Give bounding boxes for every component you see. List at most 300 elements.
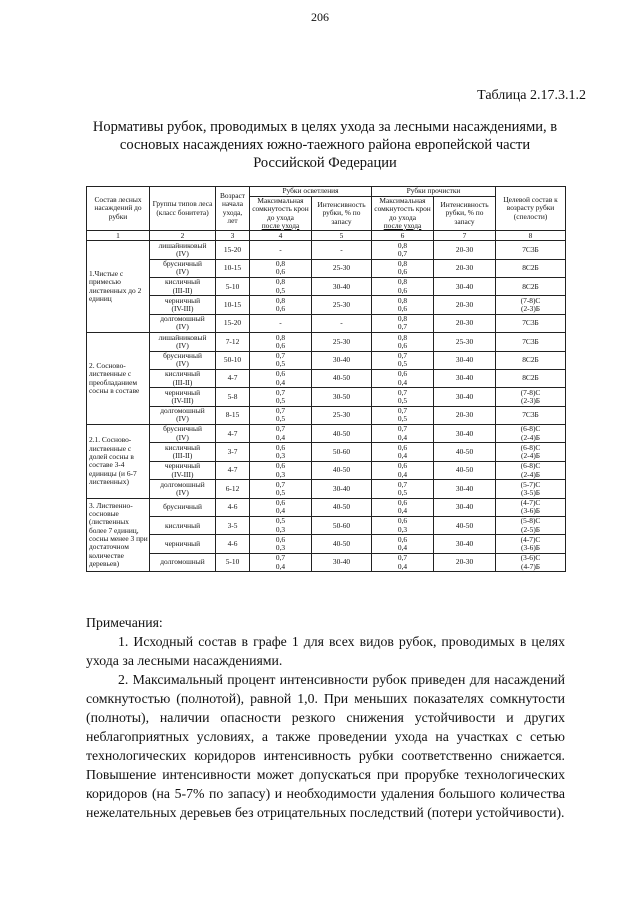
document-title: Нормативы рубок, проводимых в целях ухода за лесными насаждениями, в сосновых насаждениях южно-таежного района европейской части Российской Федерации (92, 119, 558, 171)
clearing-density-cell-line-2: 0,6 (275, 267, 286, 277)
forest-type-cell-line-1: долгомошный (160, 479, 205, 489)
clearing-density-cell-line-1: 0,8 (275, 332, 286, 342)
column-number: 7 (434, 231, 496, 241)
clearing-density-cell-line-2: 0,5 (275, 359, 286, 369)
thinning-intensity-cell: 20-30 (434, 259, 496, 277)
target-composition-cell-line-1: 7С3Б (522, 244, 539, 254)
thinning-density-cell (372, 443, 434, 461)
column-number: 5 (312, 231, 372, 241)
forest-type-cell (150, 535, 216, 553)
table-row (87, 517, 566, 535)
thinning-density-cell-line-2: 0,3 (397, 524, 408, 534)
forest-type-cell (150, 333, 216, 351)
header-clearing-intensity: Интенсивность рубки, % по запасу (312, 197, 372, 231)
header-thinning: Рубки прочистки (372, 187, 496, 197)
clearing-density-cell (250, 461, 312, 479)
forest-type-cell-line-2: (IV) (176, 340, 189, 350)
column-number: 4 (250, 231, 312, 241)
target-composition-cell-line-1: 8С2Б (522, 263, 539, 273)
table-label: Таблица 2.17.3.1.2 (477, 88, 586, 103)
norms-table-body (87, 241, 566, 572)
forest-type-cell-line-1: брусничный (163, 259, 202, 268)
column-number: 1 (87, 231, 150, 241)
thinning-density-cell-line-2: 0,4 (397, 469, 408, 479)
thinning-density-cell-line-1: 0,6 (397, 498, 408, 508)
target-composition-cell-line-2: (3-6)Б (521, 543, 541, 553)
target-composition-cell-line-1: 8С2Б (522, 355, 539, 365)
thinning-density-cell-line-2: 0,4 (397, 561, 408, 571)
thinning-density-cell-line-1: 0,7 (397, 351, 408, 360)
table-row (87, 425, 566, 443)
forest-type-cell (150, 314, 216, 332)
target-composition-cell (496, 553, 566, 571)
thinning-density-cell-line-1: 0,8 (397, 277, 408, 287)
forest-type-cell (150, 388, 216, 406)
clearing-density-cell-line-1: 0,6 (275, 534, 286, 544)
target-composition-cell-line-2: (2-4)Б (521, 469, 541, 479)
thinning-density-cell-line-1: 0,8 (397, 259, 408, 268)
target-composition-cell (496, 517, 566, 535)
clearing-density-cell-line-1: 0,7 (275, 553, 286, 563)
note-item: 1. Исходный состав в графе 1 для всех видов рубок, проводимых в целях ухода за лесными насаждениями. (86, 634, 565, 668)
clearing-density-cell (250, 259, 312, 277)
target-composition-cell-line-1: (3-6)С (520, 553, 541, 563)
forest-type-cell (150, 517, 216, 535)
norms-table (86, 186, 566, 572)
thinning-intensity-cell: 30-40 (434, 498, 496, 516)
thinning-density-cell (372, 517, 434, 535)
forest-type-cell-line-1: брусничный (163, 351, 202, 360)
target-composition-cell-line-1: (4-7)С (520, 498, 541, 508)
thinning-density-cell (372, 406, 434, 424)
forest-type-cell-line-1: кисличный (164, 277, 201, 287)
clearing-intensity-cell: 25-30 (312, 296, 372, 314)
column-numbers-row (87, 231, 566, 241)
clearing-density-cell-line-2: 0,4 (275, 506, 286, 516)
thinning-density-cell-line-1: 0,8 (397, 240, 408, 250)
table-row (87, 498, 566, 516)
forest-type-cell (150, 553, 216, 571)
column-number: 2 (150, 231, 216, 241)
target-composition-cell-line-2: (3-5)Б (521, 487, 541, 497)
table-row (87, 259, 566, 277)
forest-type-cell-line-1: черничный (164, 461, 201, 471)
note-item: 2. Максимальный процент интенсивности рубок приведен для насаждений сомкнутостью (полнотой), равной 1,0. При меньших показателях сомкнутости (полноты), наличии опасности резкого снижения устойчивости и других неблагоприятных условиях, а также проведении ухода на участках с сетью технологических коридоров интенсивность рубки соответственно снижается. Повышение интенсивности может допускаться при прорубке технологических коридоров (на 5-7% по запасу) и необходимости удаления большого количества нежелательных деревьев без отрицательных последствий (потери устойчивости). (86, 672, 565, 820)
thinning-density-cell-line-2: 0,5 (397, 414, 408, 424)
table-row (87, 241, 566, 259)
thinning-density-cell-line-1: 0,7 (397, 387, 408, 397)
target-composition-cell-line-2: (3-6)Б (521, 506, 541, 516)
target-composition-cell-line-1: (7-8)С (520, 387, 541, 397)
age-cell: 10-15 (216, 259, 250, 277)
thinning-intensity-cell: 40-50 (434, 443, 496, 461)
target-composition-cell-line-1: (5-7)С (520, 479, 541, 489)
clearing-density-cell-line-1: - (279, 318, 282, 328)
clearing-density-cell-line-1: 0,5 (275, 516, 286, 526)
clearing-intensity-cell: 40-50 (312, 461, 372, 479)
clearing-density-cell (250, 333, 312, 351)
clearing-intensity-cell: 40-50 (312, 425, 372, 443)
forest-type-cell (150, 498, 216, 516)
header-thinning-density: Максимальная сомкнутость крон до ухода после ухода (372, 197, 434, 231)
thinning-intensity-cell: 20-30 (434, 314, 496, 332)
forest-type-cell (150, 351, 216, 369)
group-name-cell: 1.Чистые с примесью лиственных до 2 единиц (87, 241, 150, 333)
header-target: Целевой состав к возрасту рубки (спелости) (496, 187, 566, 231)
forest-type-cell-line-2: (IV) (176, 414, 189, 424)
header-thinning-intensity: Интенсивность рубки, % по запасу (434, 197, 496, 231)
thinning-density-cell-line-2: 0,6 (397, 304, 408, 314)
forest-type-cell-line-2: (IV) (176, 322, 189, 332)
clearing-density-cell-line-1: 0,7 (275, 424, 286, 434)
thinning-intensity-cell: 20-30 (434, 406, 496, 424)
clearing-intensity-cell: 25-30 (312, 333, 372, 351)
forest-type-cell (150, 443, 216, 461)
thinning-density-cell-line-2: 0,7 (397, 322, 408, 332)
forest-type-cell (150, 461, 216, 479)
clearing-density-cell-line-2: 0,3 (275, 469, 286, 479)
thinning-density-cell-line-2: 0,6 (397, 285, 408, 295)
age-cell: 5-10 (216, 277, 250, 295)
clearing-density-cell-line-2: 0,4 (275, 561, 286, 571)
clearing-density-cell-line-2: 0,4 (275, 432, 286, 442)
forest-type-cell-line-1: черничный (164, 538, 201, 548)
target-composition-cell-line-1: (5-8)С (520, 516, 541, 526)
clearing-density-cell-line-2: 0,6 (275, 340, 286, 350)
target-composition-cell (496, 296, 566, 314)
table-row (87, 535, 566, 553)
column-number: 8 (496, 231, 566, 241)
thinning-intensity-cell: 30-40 (434, 535, 496, 553)
age-cell: 50-10 (216, 351, 250, 369)
table-row (87, 314, 566, 332)
forest-type-cell-line-2: (III-II) (172, 285, 193, 295)
thinning-density-cell-line-1: 0,6 (397, 369, 408, 379)
clearing-density-cell-line-2: 0,5 (275, 396, 286, 405)
thinning-density-cell (372, 241, 434, 259)
age-cell: 10-15 (216, 296, 250, 314)
clearing-density-cell-line-1: 0,6 (275, 461, 286, 471)
table-row (87, 351, 566, 369)
forest-type-cell-line-2: (IV) (176, 487, 189, 497)
thinning-density-cell-line-2: 0,4 (397, 543, 408, 553)
thinning-density-cell (372, 333, 434, 351)
target-composition-cell-line-2: (2-5)Б (521, 524, 541, 534)
clearing-density-cell (250, 443, 312, 461)
thinning-density-cell-line-1: 0,7 (397, 479, 408, 489)
forest-type-cell-line-1: лишайниковый (158, 240, 207, 250)
clearing-density-cell-line-2: 0,3 (275, 524, 286, 534)
forest-type-cell (150, 406, 216, 424)
age-cell: 7-12 (216, 333, 250, 351)
thinning-density-cell (372, 388, 434, 406)
clearing-intensity-cell: - (312, 314, 372, 332)
thinning-density-cell (372, 553, 434, 571)
forest-type-cell-line-2: (IV) (176, 432, 189, 442)
table-row (87, 277, 566, 295)
thinning-intensity-cell: 20-30 (434, 296, 496, 314)
clearing-density-cell-line-1: 0,7 (275, 406, 286, 416)
forest-type-cell (150, 425, 216, 443)
thinning-density-cell-line-1: 0,7 (397, 406, 408, 416)
thinning-density-cell (372, 425, 434, 443)
clearing-density-cell-line-2: 0,5 (275, 285, 286, 295)
clearing-density-cell (250, 296, 312, 314)
thinning-intensity-cell: 30-40 (434, 480, 496, 498)
age-cell: 4-6 (216, 535, 250, 553)
clearing-density-cell (250, 277, 312, 295)
thinning-intensity-cell: 30-40 (434, 425, 496, 443)
forest-type-cell-line-1: долгомошный (160, 406, 205, 416)
age-cell: 8-15 (216, 406, 250, 424)
clearing-intensity-cell: 40-50 (312, 535, 372, 553)
header-age: Возраст начала ухода, лет (216, 187, 250, 231)
clearing-density-cell (250, 498, 312, 516)
target-composition-cell-line-1: (4-7)С (520, 534, 541, 544)
clearing-density-cell-line-2: 0,5 (275, 487, 286, 497)
table-row (87, 406, 566, 424)
clearing-density-cell-line-1: 0,6 (275, 442, 286, 452)
target-composition-cell (496, 259, 566, 277)
thinning-density-cell (372, 369, 434, 387)
clearing-density-cell (250, 406, 312, 424)
forest-type-cell-line-2: (IV) (176, 267, 189, 277)
table-row (87, 369, 566, 387)
thinning-intensity-cell: 25-30 (434, 333, 496, 351)
thinning-density-cell-line-2: 0,4 (397, 432, 408, 442)
clearing-density-cell-line-1: 0,8 (275, 259, 286, 268)
age-cell: 3-7 (216, 443, 250, 461)
thinning-density-cell-line-2: 0,7 (397, 248, 408, 258)
thinning-intensity-cell: 30-40 (434, 369, 496, 387)
forest-type-cell (150, 277, 216, 295)
forest-type-cell-line-1: черничный (164, 295, 201, 305)
thinning-density-cell-line-2: 0,5 (397, 487, 408, 497)
clearing-density-cell-line-1: 0,8 (275, 277, 286, 287)
forest-type-cell (150, 296, 216, 314)
target-composition-cell (496, 461, 566, 479)
age-cell: 5-10 (216, 553, 250, 571)
clearing-intensity-cell: 25-30 (312, 406, 372, 424)
clearing-density-cell (250, 314, 312, 332)
table-row (87, 443, 566, 461)
forest-type-cell-line-2: (IV-III) (171, 469, 194, 479)
clearing-density-cell (250, 425, 312, 443)
target-composition-cell (496, 369, 566, 387)
clearing-density-cell-line-2: 0,6 (275, 304, 286, 314)
age-cell: 6-12 (216, 480, 250, 498)
target-composition-cell (496, 351, 566, 369)
page-number: 206 (311, 10, 329, 24)
forest-type-cell-line-2: (IV-III) (171, 396, 194, 405)
forest-type-cell-line-1: черничный (164, 387, 201, 397)
clearing-intensity-cell: 50-60 (312, 443, 372, 461)
clearing-density-cell-line-2: 0,3 (275, 451, 286, 461)
notes-heading: Примечания: (86, 615, 163, 630)
thinning-density-cell (372, 535, 434, 553)
target-composition-cell (496, 425, 566, 443)
thinning-density-cell (372, 480, 434, 498)
forest-type-cell (150, 241, 216, 259)
forest-type-cell-line-1: кисличный (164, 520, 201, 530)
forest-type-cell-line-1: долгомошный (160, 314, 205, 324)
forest-type-cell-line-1: долгомошный (160, 557, 205, 567)
thinning-intensity-cell: 20-30 (434, 241, 496, 259)
target-composition-cell (496, 388, 566, 406)
forest-type-cell-line-2: (IV) (176, 359, 189, 369)
age-cell: 4-7 (216, 425, 250, 443)
clearing-intensity-cell: 50-60 (312, 517, 372, 535)
thinning-density-cell-line-1: 0,6 (397, 534, 408, 544)
header-forest-type: Группы типов леса (класс бонитета) (150, 187, 216, 231)
header-clearing-density: Максимальная сомкнутость крон до ухода после ухода (250, 197, 312, 231)
clearing-density-cell-line-1: 0,7 (275, 351, 286, 360)
thinning-density-cell-line-1: 0,8 (397, 295, 408, 305)
header-composition: Состав лесных насаждений до рубки (87, 187, 150, 231)
thinning-density-cell-line-2: 0,5 (397, 396, 408, 405)
thinning-density-cell (372, 461, 434, 479)
clearing-density-cell-line-1: 0,6 (275, 369, 286, 379)
clearing-density-cell (250, 388, 312, 406)
clearing-density-cell-line-2: 0,4 (275, 377, 286, 387)
age-cell: 15-20 (216, 241, 250, 259)
thinning-density-cell-line-2: 0,4 (397, 377, 408, 387)
target-composition-cell (496, 535, 566, 553)
clearing-density-cell (250, 351, 312, 369)
forest-type-cell-line-1: брусничный (163, 502, 202, 512)
thinning-intensity-cell: 40-50 (434, 461, 496, 479)
thinning-density-cell (372, 351, 434, 369)
table-row (87, 480, 566, 498)
forest-type-cell (150, 369, 216, 387)
clearing-intensity-cell: 25-30 (312, 259, 372, 277)
target-composition-cell-line-1: 8С2Б (522, 281, 539, 291)
forest-type-cell-line-1: брусничный (163, 424, 202, 434)
forest-type-cell (150, 480, 216, 498)
target-composition-cell (496, 241, 566, 259)
forest-type-cell-line-2: (III-II) (172, 377, 193, 387)
forest-type-cell-line-2: (III-II) (172, 451, 193, 461)
thinning-density-cell-line-1: 0,6 (397, 442, 408, 452)
thinning-density-cell-line-2: 0,4 (397, 506, 408, 516)
target-composition-cell-line-2: (2-4)Б (521, 451, 541, 461)
table-row (87, 553, 566, 571)
thinning-intensity-cell: 30-40 (434, 277, 496, 295)
target-composition-cell (496, 498, 566, 516)
clearing-intensity-cell: 40-50 (312, 369, 372, 387)
thinning-density-cell (372, 277, 434, 295)
target-composition-cell (496, 333, 566, 351)
age-cell: 3-5 (216, 517, 250, 535)
clearing-intensity-cell: 30-40 (312, 277, 372, 295)
thinning-density-cell (372, 314, 434, 332)
forest-type-cell-line-2: (IV-III) (171, 304, 194, 314)
clearing-density-cell (250, 241, 312, 259)
clearing-density-cell (250, 535, 312, 553)
target-composition-cell-line-2: (2-3)Б (521, 304, 541, 314)
target-composition-cell-line-1: (6-8)С (520, 424, 541, 434)
age-cell: 4-7 (216, 369, 250, 387)
clearing-density-cell (250, 517, 312, 535)
target-composition-cell-line-1: 7С3Б (522, 410, 539, 420)
thinning-density-cell (372, 498, 434, 516)
thinning-density-cell-line-1: 0,6 (397, 516, 408, 526)
clearing-intensity-cell: 30-50 (312, 388, 372, 406)
target-composition-cell (496, 406, 566, 424)
column-number: 3 (216, 231, 250, 241)
table-row (87, 461, 566, 479)
target-composition-cell-line-1: 7С3Б (522, 336, 539, 346)
thinning-intensity-cell: 30-40 (434, 351, 496, 369)
thinning-density-cell-line-2: 0,6 (397, 340, 408, 350)
thinning-density-cell-line-2: 0,5 (397, 359, 408, 369)
target-composition-cell (496, 480, 566, 498)
header-clearing: Рубки осветления (250, 187, 372, 197)
table-row (87, 388, 566, 406)
thinning-density-cell-line-2: 0,6 (397, 267, 408, 277)
clearing-density-cell (250, 480, 312, 498)
thinning-density-cell (372, 259, 434, 277)
clearing-intensity-cell: 30-40 (312, 553, 372, 571)
target-composition-cell-line-2: (4-7)Б (521, 561, 541, 571)
target-composition-cell-line-1: (6-8)С (520, 442, 541, 452)
thinning-density-cell-line-1: 0,7 (397, 424, 408, 434)
target-composition-cell-line-2: (2-3)Б (521, 396, 541, 405)
target-composition-cell-line-1: 7С3Б (522, 318, 539, 328)
target-composition-cell-line-1: (6-8)С (520, 461, 541, 471)
group-name-cell: 2.1. Сосново-лиственные с долей сосны в составе 3-4 единицы (и 6-7 лиственных) (87, 425, 150, 499)
thinning-intensity-cell: 20-30 (434, 553, 496, 571)
clearing-density-cell-line-1: 0,7 (275, 387, 286, 397)
forest-type-cell-line-2: (IV) (176, 248, 189, 258)
age-cell: 4-7 (216, 461, 250, 479)
clearing-density-cell (250, 369, 312, 387)
table-row (87, 296, 566, 314)
column-number: 6 (372, 231, 434, 241)
target-composition-cell-line-1: (7-8)С (520, 295, 541, 305)
clearing-density-cell-line-1: 0,7 (275, 479, 286, 489)
forest-type-cell-line-1: кисличный (164, 442, 201, 452)
thinning-density-cell (372, 296, 434, 314)
notes-section (86, 613, 565, 822)
clearing-density-cell-line-2: 0,3 (275, 543, 286, 553)
group-name-cell: 3. Лиственно-сосновые (лиственных более 7 единиц, сосны менее 3 при достаточном количестве деревьев) (87, 498, 150, 572)
forest-type-cell-line-1: лишайниковый (158, 332, 207, 342)
thinning-intensity-cell: 40-50 (434, 517, 496, 535)
thinning-density-cell-line-1: 0,7 (397, 553, 408, 563)
thinning-density-cell-line-1: 0,8 (397, 332, 408, 342)
age-cell: 5-8 (216, 388, 250, 406)
clearing-density-cell-line-1: 0,6 (275, 498, 286, 508)
clearing-intensity-cell: 30-40 (312, 351, 372, 369)
clearing-intensity-cell: - (312, 241, 372, 259)
clearing-density-cell-line-1: 0,8 (275, 295, 286, 305)
thinning-density-cell-line-1: 0,6 (397, 461, 408, 471)
clearing-intensity-cell: 30-40 (312, 480, 372, 498)
forest-type-cell (150, 259, 216, 277)
target-composition-cell (496, 314, 566, 332)
clearing-density-cell-line-2: 0,5 (275, 414, 286, 424)
target-composition-cell-line-1: 8С2Б (522, 373, 539, 383)
age-cell: 4-6 (216, 498, 250, 516)
table-row (87, 333, 566, 351)
clearing-density-cell (250, 553, 312, 571)
thinning-intensity-cell: 30-40 (434, 388, 496, 406)
clearing-intensity-cell: 40-50 (312, 498, 372, 516)
clearing-density-cell-line-1: - (279, 244, 282, 254)
target-composition-cell-line-2: (2-4)Б (521, 432, 541, 442)
target-composition-cell (496, 443, 566, 461)
